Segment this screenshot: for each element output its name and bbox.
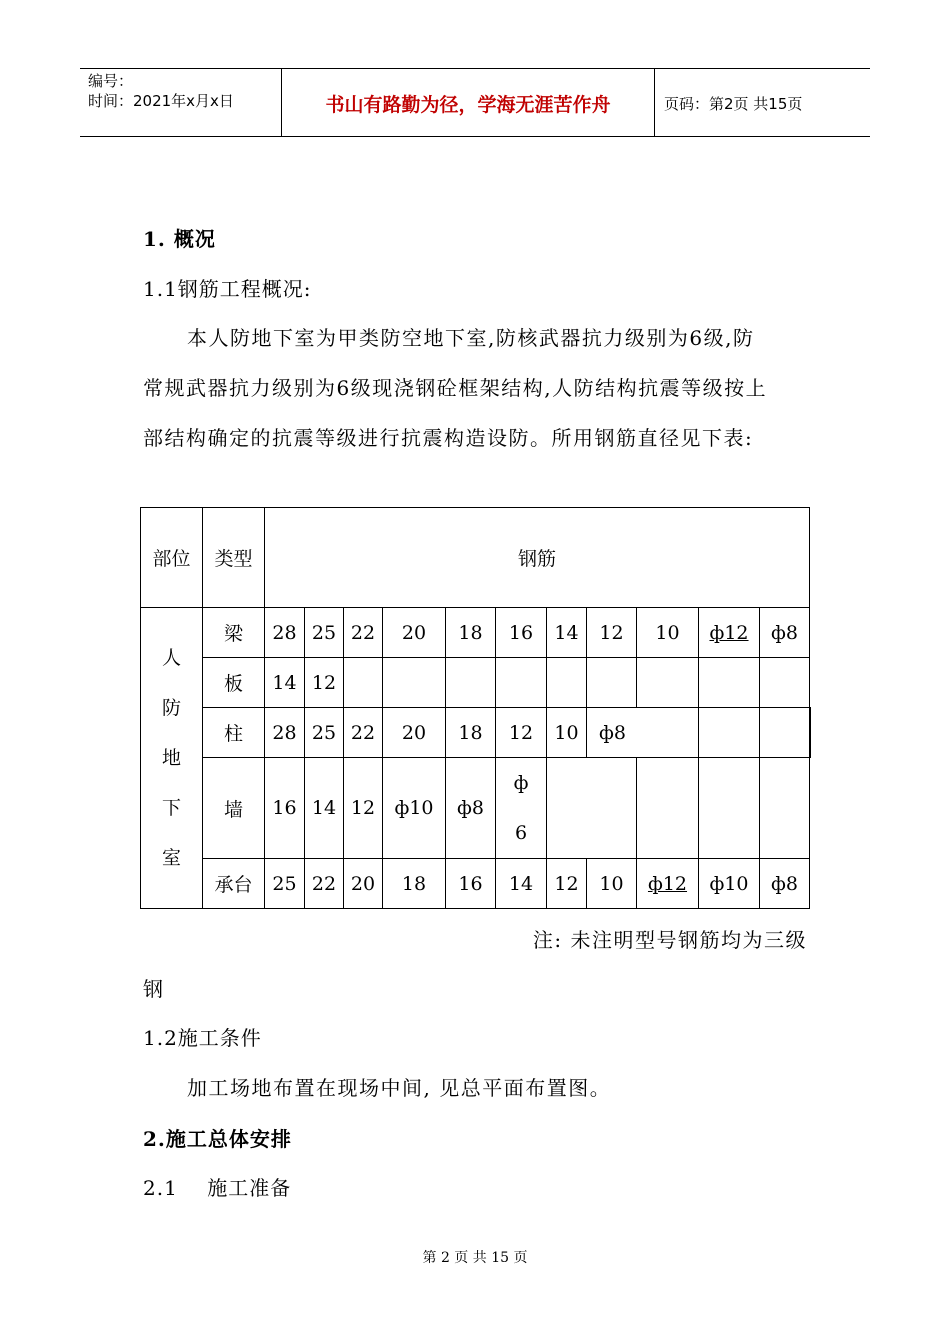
section-1-heading: 1. 概况 <box>143 227 216 251</box>
table-row <box>141 708 811 758</box>
table-cell: ф12 <box>637 859 699 909</box>
table-cell: 16 <box>446 859 496 909</box>
header-number-label: 编号： <box>88 72 134 90</box>
table-note-line-2: 钢 <box>143 977 164 1001</box>
part-char: 室 <box>161 847 181 869</box>
section-1-1-heading: 1.1钢筋工程概况: <box>143 277 312 301</box>
header-part-cell: 部位 <box>141 508 203 608</box>
section-2-1-heading: 2.1 施工准备 <box>143 1176 292 1200</box>
table-cell: 25 <box>305 608 344 658</box>
table-cell <box>547 658 587 708</box>
table-cell: 20 <box>383 608 446 658</box>
table-cell: 12 <box>496 708 547 758</box>
table-cell: 25 <box>305 708 344 758</box>
table-cell <box>446 658 496 708</box>
part-cell <box>141 608 203 909</box>
table-cell: 12 <box>305 658 344 708</box>
table-cell: 16 <box>265 758 305 859</box>
table-cell: 18 <box>383 859 446 909</box>
rebar-diameter-table <box>140 507 811 909</box>
table-header-row <box>141 508 811 608</box>
table-cell: 10 <box>637 608 699 658</box>
paragraph-line-3: 部结构确定的抗震等级进行抗震构造设防。所用钢筋直径见下表: <box>143 426 754 450</box>
type-cell: 墙 <box>203 758 265 859</box>
table-cell: 28 <box>265 608 305 658</box>
type-cell: 承台 <box>203 859 265 909</box>
table-cell: 12 <box>344 758 383 859</box>
table-row <box>141 758 811 859</box>
section-1-2-heading: 1.2施工条件 <box>143 1026 262 1050</box>
table-cell: ф10 <box>383 758 446 859</box>
table-cell <box>383 658 446 708</box>
table-row <box>141 859 811 909</box>
table-cell <box>637 758 699 859</box>
table-cell: ф8 <box>446 758 496 859</box>
table-cell <box>760 658 810 708</box>
table-cell: 28 <box>265 708 305 758</box>
table-cell <box>587 658 637 708</box>
header-type-cell: 类型 <box>203 508 265 608</box>
table-row <box>141 608 811 658</box>
paragraph-line-2: 常规武器抗力级别为6级现浇钢砼框架结构,人防结构抗震等级按上 <box>143 376 768 400</box>
part-char: 防 <box>161 697 181 719</box>
table-cell: ф8 <box>760 608 810 658</box>
table-cell <box>810 708 811 758</box>
header-bottom-rule <box>80 136 870 137</box>
table-cell: 18 <box>446 608 496 658</box>
table-cell: 18 <box>446 708 496 758</box>
table-cell: ф12 <box>699 608 760 658</box>
table-cell: ф8 <box>587 708 699 758</box>
table-cell <box>637 658 699 708</box>
paragraph-line-1: 本人防地下室为甲类防空地下室,防核武器抗力级别为6级,防 <box>187 326 755 350</box>
part-char: 下 <box>161 797 181 819</box>
table-cell: 16 <box>496 608 547 658</box>
table-cell-split <box>496 758 547 859</box>
table-row <box>141 658 811 708</box>
table-cell <box>760 708 810 758</box>
table-cell: 20 <box>344 859 383 909</box>
section-1-2-paragraph: 加工场地布置在现场中间, 见总平面布置图。 <box>187 1076 612 1100</box>
table-cell: 10 <box>547 708 587 758</box>
header-divider-right <box>654 68 655 136</box>
table-cell: 22 <box>344 708 383 758</box>
table-cell: 14 <box>305 758 344 859</box>
table-cell <box>699 758 760 859</box>
table-cell: 12 <box>547 859 587 909</box>
table-cell: 22 <box>344 608 383 658</box>
table-cell: 14 <box>265 658 305 708</box>
split-top-text: ф <box>513 772 529 794</box>
table-cell: 22 <box>305 859 344 909</box>
part-char: 人 <box>161 647 181 669</box>
table-cell <box>344 658 383 708</box>
part-char: 地 <box>161 747 181 769</box>
table-cell <box>699 708 760 758</box>
table-cell: 10 <box>587 859 637 909</box>
type-cell: 梁 <box>203 608 265 658</box>
table-cell <box>547 758 637 859</box>
type-cell: 柱 <box>203 708 265 758</box>
section-2-heading: 2.施工总体安排 <box>143 1127 292 1151</box>
table-cell: ф8 <box>760 859 810 909</box>
table-cell <box>496 658 547 708</box>
table-cell: 14 <box>496 859 547 909</box>
header-page-info: 页码：第2页 共15页 <box>664 95 803 113</box>
table-cell: 12 <box>587 608 637 658</box>
header-top-rule <box>80 68 870 69</box>
table-cell: ф10 <box>699 859 760 909</box>
page-footer: 第 2 页 共 15 页 <box>422 1250 528 1266</box>
header-time: 时间：2021年x月x日 <box>88 92 234 110</box>
split-bottom-text: 6 <box>514 822 528 844</box>
header-rebar-cell: 钢筋 <box>265 508 810 608</box>
table-cell: 20 <box>383 708 446 758</box>
header-motto: 书山有路勤为径，学海无涯苦作舟 <box>325 94 611 116</box>
type-cell: 板 <box>203 658 265 708</box>
table-cell: 25 <box>265 859 305 909</box>
table-cell <box>760 758 810 859</box>
table-note-line-1: 注: 未注明型号钢筋均为三级 <box>532 928 807 952</box>
table-cell <box>699 658 760 708</box>
table-cell: 14 <box>547 608 587 658</box>
